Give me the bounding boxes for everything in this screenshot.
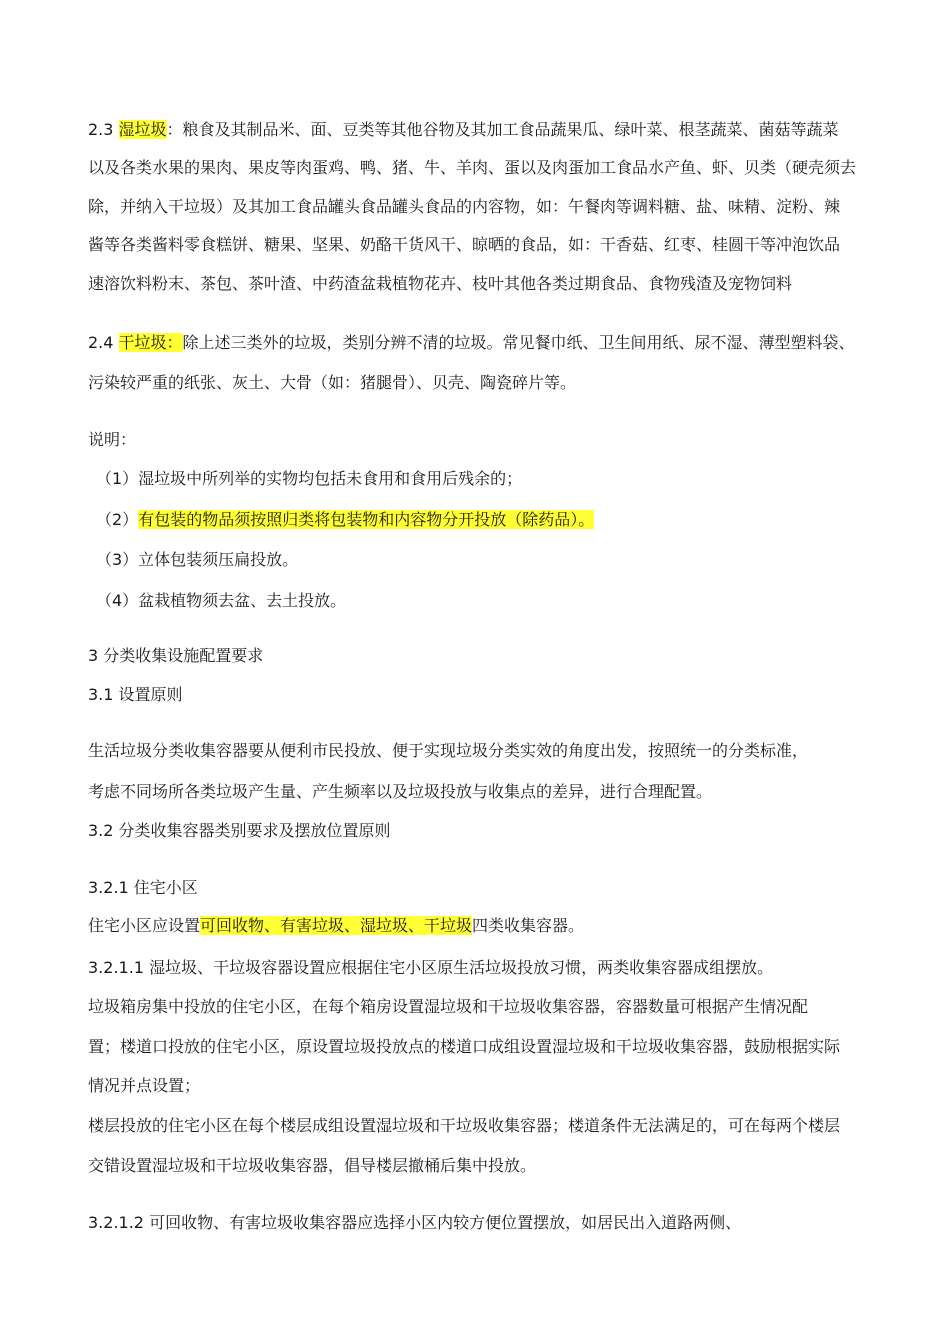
section-3-2-1-2: 3.2.1.2 可回收物、有害垃圾收集容器应选择小区内较方便位置摆放，如居民出入道路两侧、 <box>88 1213 742 1232</box>
sec24-line-1 <box>88 332 855 354</box>
section-number: 2.3 <box>88 120 119 139</box>
sec24-text: 除上述三类外的垃圾，类别分辨不清的垃圾。常见餐巾纸、卫生间用纸、尿不湿、薄型塑料袋、 <box>182 333 855 352</box>
notes-title: 说明： <box>88 430 137 449</box>
note-item-3: （3）立体包装须压扁投放。 <box>96 550 299 569</box>
paragraph-line: 垃圾箱房集中投放的住宅小区，在每个箱房设置湿垃圾和干垃圾收集容器，容器数量可根据产生情况配 <box>88 997 809 1016</box>
highlighted-note: 有包装的物品须按照归类将包装物和内容物分开投放（除药品）。 <box>138 510 595 529</box>
section-3-2-heading: 3.2 分类收集容器类别要求及摆放位置原则 <box>88 821 391 840</box>
note-item-4: （4）盆栽植物须去盆、去土投放。 <box>96 591 347 610</box>
sec24-line-2: 污染较严重的纸张、灰土、大骨（如：猪腿骨）、贝壳、陶瓷碎片等。 <box>88 373 577 392</box>
paragraph-line: 置；楼道口投放的住宅小区，原设置垃圾投放点的楼道口成组设置湿垃圾和干垃圾收集容器，鼓励根据实际 <box>88 1037 841 1056</box>
residential-requirement: 住宅小区应设置可回收物、有害垃圾、湿垃圾、干垃圾四类收集容器。 <box>88 916 585 935</box>
section-3-2-1-heading: 3.2.1 住宅小区 <box>88 878 198 897</box>
section-3-1-heading: 3.1 设置原则 <box>88 685 183 704</box>
sec23-text: ：粮食及其制品米、面、豆类等其他谷物及其加工食品蔬果瓜、绿叶菜、根茎蔬菜、菌菇等蔬菜 <box>166 120 839 139</box>
sec23-line-5: 速溶饮料粉末、茶包、茶叶渣、中药渣盆栽植物花卉、枝叶其他各类过期食品、食物残渣及宠物饲料 <box>88 274 793 293</box>
section-3-2-1-1: 3.2.1.1 湿垃圾、干垃圾容器设置应根据住宅小区原生活垃圾投放习惯，两类收集容器成组摆放。 <box>88 958 774 977</box>
note-item-1: （1）湿垃圾中所列举的实物均包括未食用和食用后残余的； <box>96 469 523 488</box>
paragraph-line: 情况并点设置； <box>88 1076 201 1095</box>
note-item-2: （2）有包装的物品须按照归类将包装物和内容物分开投放（除药品）。 <box>96 510 595 529</box>
section-number: 2.4 <box>88 333 119 352</box>
highlighted-term-dry-waste: 干垃圾： <box>118 333 183 352</box>
highlighted-term-wet-waste: 湿垃圾 <box>118 120 167 139</box>
paragraph-line: 考虑不同场所各类垃圾产生量、产生频率以及垃圾投放与收集点的差异，进行合理配置。 <box>88 782 713 801</box>
sec23-line-3: 除，并纳入干垃圾）及其加工食品罐头食品罐头食品的内容物，如：午餐肉等调料糖、盐、味精、淀粉、辣 <box>88 197 841 216</box>
paragraph-line: 交错设置湿垃圾和干垃圾收集容器，倡导楼层撤桶后集中投放。 <box>88 1156 537 1175</box>
paragraph-line: 生活垃圾分类收集容器要从便利市民投放、便于实现垃圾分类实效的角度出发，按照统一的分类标准， <box>88 741 809 760</box>
sec23-line-4: 酱等各类酱料零食糕饼、糖果、坚果、奶酪干货风干、晾晒的食品，如：干香菇、红枣、桂圆干等冲泡饮品 <box>88 235 841 254</box>
paragraph-line: 楼层投放的住宅小区在每个楼层成组设置湿垃圾和干垃圾收集容器；楼道条件无法满足的，可在每两个楼层 <box>88 1116 841 1135</box>
sec23-line-1 <box>88 119 839 141</box>
sec23-line-2: 以及各类水果的果肉、果皮等肉蛋鸡、鸭、猪、牛、羊肉、蛋以及肉蛋加工食品水产鱼、虾、贝类（硬壳须去 <box>88 158 857 177</box>
section-3-heading: 3 分类收集设施配置要求 <box>88 646 264 665</box>
highlighted-categories: 可回收物、有害垃圾、湿垃圾、干垃圾 <box>200 916 473 935</box>
